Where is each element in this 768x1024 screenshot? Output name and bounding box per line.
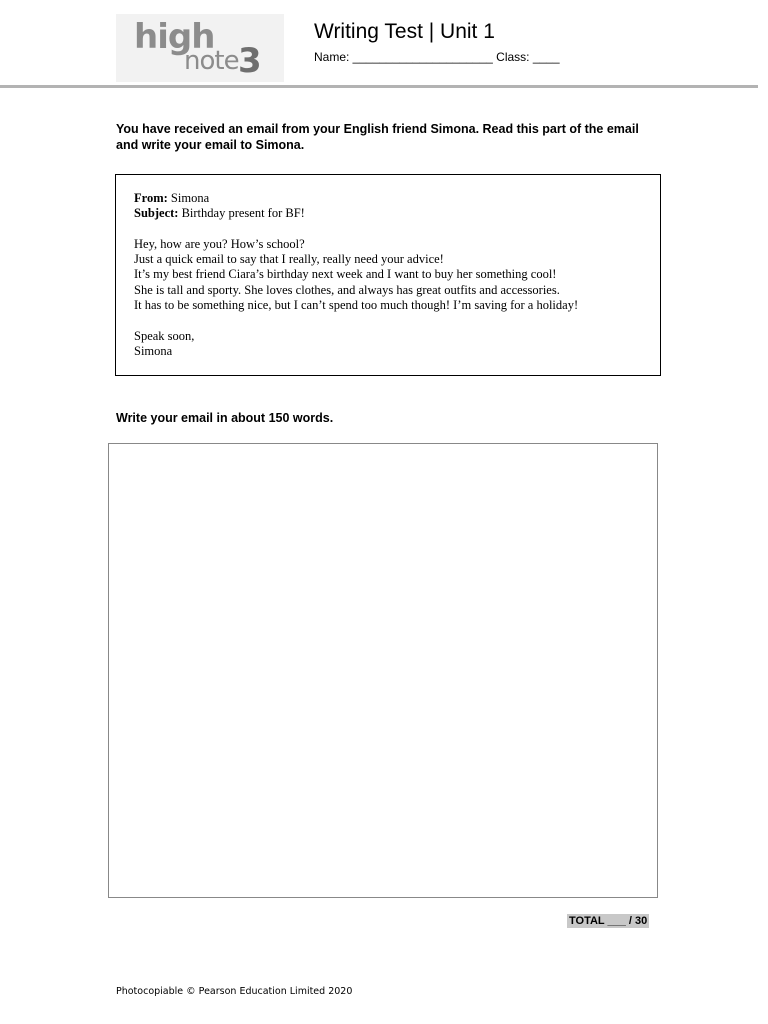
logo-word-note: note xyxy=(184,46,239,76)
page-title: Writing Test | Unit 1 xyxy=(314,20,495,43)
total-score-badge: TOTAL ___ / 30 xyxy=(569,915,648,927)
copyright-footer: Photocopiable © Pearson Education Limited 2020 xyxy=(116,986,353,997)
email-body-line: Just a quick email to say that I really, really need your advice! xyxy=(134,252,444,267)
email-body-line: She is tall and sporty. She loves clothes, and always has great outfits and accessories. xyxy=(134,282,560,297)
email-closing: Speak soon, xyxy=(134,328,195,343)
email-from-label: From: xyxy=(134,191,168,205)
writing-prompt: Write your email in about 150 words. xyxy=(116,411,334,425)
email-from-value: Simona xyxy=(170,191,210,205)
email-spacer xyxy=(134,313,660,328)
email-body-line: Hey, how are you? How’s school? xyxy=(134,236,305,251)
high-note-logo xyxy=(116,14,284,82)
email-from-line xyxy=(134,191,660,206)
email-subject-label: Subject: xyxy=(134,206,179,221)
email-spacer xyxy=(134,222,660,237)
logo-word-high: high xyxy=(134,17,215,57)
email-subject-value: Birthday present for BF! xyxy=(181,206,305,221)
name-class-line: Name: _____________________ Class: ____ xyxy=(314,50,560,64)
logo-level-number: 3 xyxy=(238,41,262,81)
email-excerpt-box xyxy=(115,174,661,376)
email-body-line: It’s my best friend Ciara’s birthday next week and I want to buy her something cool! xyxy=(134,267,557,282)
email-subject-line xyxy=(134,206,660,221)
answer-writing-area[interactable] xyxy=(108,443,658,898)
email-signature: Simona xyxy=(134,343,173,358)
email-body-line: It has to be something nice, but I can’t spend too much though! I’m saving for a holiday! xyxy=(134,298,579,313)
task-instruction: You have received an email from your English friend Simona. Read this part of the email and write your email to Simona. xyxy=(116,122,639,152)
header-divider xyxy=(0,85,758,88)
